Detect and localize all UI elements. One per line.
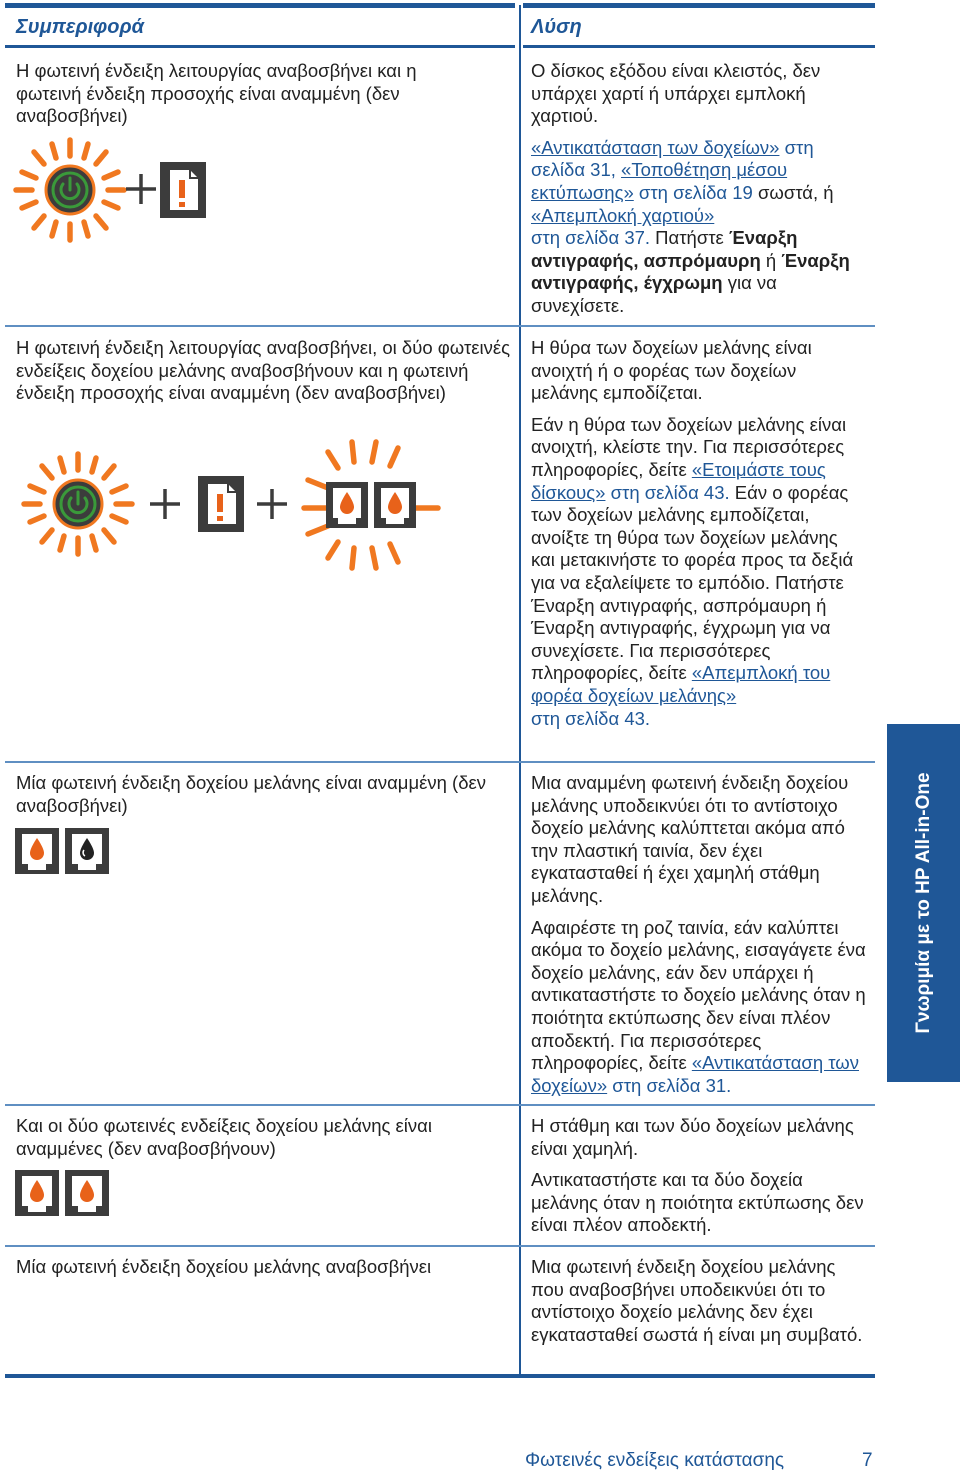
ink-cartridges-blinking-icon (298, 436, 442, 574)
row4-solution-intro: Η στάθμη και των δύο δοχείων μελάνης είναι χαμηλή. (531, 1115, 854, 1159)
row3-solution (531, 772, 871, 1097)
column-header-behavior: Συμπεριφορά (16, 16, 144, 38)
page-ref-31: στη σελίδα 31. (607, 1074, 732, 1096)
row3-solution-intro: Μια αναμμένη φωτεινή ένδειξη δοχείου μελάνης υποδεικνύει ότι το αντίστοιχο δοχείο μελάνης καλύπτεται ακόμα από την πλαστική ταινία, δεν έχει εγκατασταθεί ή έχει χαμηλή στάθμη μελάνης. (531, 772, 849, 906)
header-underline-left (5, 45, 515, 48)
header-rule-left (5, 3, 515, 8)
row3-text-more-info: Για περισσότερες πληροφορίες, δείτε (531, 1029, 762, 1074)
row2-text-close-door: Εάν η θύρα των δοχείων μελάνης είναι ανοιχτή, κλείστε την. (531, 413, 847, 458)
row5-solution (531, 1256, 871, 1346)
column-header-solution: Λύση (531, 16, 582, 38)
row1-text-press: Πατήστε (650, 227, 729, 249)
ink-black-off-icon (65, 828, 109, 874)
row1-behavior-text: Η φωτεινή ένδειξη λειτουργίας αναβοσβήνει και η φωτεινή ένδειξη προσοχής είναι αναμμένη (δεν αναβοσβήνει) (16, 60, 417, 127)
link-load-media[interactable]: «Τοποθέτηση μέσου εκτύπωσης» (531, 159, 788, 203)
row5-behavior-text: Μία φωτεινή ένδειξη δοχείου μελάνης αναβοσβήνει (16, 1256, 432, 1277)
row2-behavior-text: Η φωτεινή ένδειξη λειτουργίας αναβοσβήνει, οι δύο φωτεινές ενδείξεις δοχείου μελάνης αναβοσβήνουν και η φωτεινή ένδειξη προσοχής είναι αναμμένη (δεν αναβοσβήνει) (16, 337, 511, 404)
link-replace-cartridges[interactable]: «Αντικατάσταση των δοχείων» (531, 136, 780, 158)
page-ref-31: στη σελίδα 31, (531, 136, 814, 181)
row-separator (5, 1245, 875, 1247)
footer-page-number: 7 (862, 1450, 873, 1471)
link-replace-cartridges[interactable]: «Αντικατάσταση των δοχείων» (531, 1052, 859, 1096)
row4-behavior-text: Και οι δύο φωτεινές ενδείξεις δοχείου μελάνης είναι αναμμένες (δεν αναβοσβήνουν) (16, 1115, 432, 1159)
button-name-start-copy-color: Έναρξη αντιγραφής, έγχρωμη (531, 249, 850, 294)
row4-solution-instructions: Αντικαταστήστε και τα δύο δοχεία μελάνης όταν η ποιότητα εκτύπωσης δεν είναι πλέον αποδεκτή. (531, 1169, 864, 1236)
row3-text-remove-tape: Αφαιρέστε τη ροζ ταινία, εάν καλύπτει ακόμα το δοχείο μελάνης, εισαγάγετε ένα δοχείο μελάνης, εάν δεν υπάρχει ή αντικαταστήστε το δοχείο μελάνης όταν η ποιότητα εκτύπωσης δεν είναι πλέον αποδεκτή. (531, 916, 866, 1051)
ink-tri-color-on-icon (15, 828, 59, 874)
plus-icon (255, 487, 289, 521)
link-clear-carriage-jam[interactable]: «Απεμπλοκή του φορέα δοχείων μελάνης» (531, 662, 831, 706)
link-clear-paper-jam[interactable]: «Απεμπλοκή χαρτιού» (531, 204, 715, 226)
row5-solution-text: Μια φωτεινή ένδειξη δοχείου μελάνης που αναβοσβήνει υποδεικνύει ότι το αντίστοιχο δοχείο μελάνης δεν έχει εγκατασταθεί σωστά ή είναι μη συμβατό. (531, 1256, 863, 1345)
row2-solution (531, 337, 866, 730)
row1-solution-intro: Ο δίσκος εξόδου είναι κλειστός, δεν υπάρχει χαρτί ή υπάρχει εμπλοκή χαρτιού. (531, 60, 821, 127)
attention-icon (160, 162, 206, 218)
ink-black-on-icon (65, 1170, 109, 1216)
row1-solution-instructions (531, 137, 861, 318)
ink-tri-color-on-icon (15, 1170, 59, 1216)
section-side-tab (887, 724, 960, 1082)
button-name-start-copy-black: Έναρξη αντιγραφής, ασπρόμαυρη (531, 227, 798, 271)
column-divider (519, 5, 521, 1376)
row-separator (5, 1104, 875, 1106)
row2-text-more-info: Για περισσότερες πληροφορίες, δείτε (531, 436, 845, 480)
row4-solution (531, 1115, 866, 1237)
row2-text-more-info-2: Για περισσότερες πληροφορίες, δείτε (531, 639, 771, 684)
page-ref-19: στη σελίδα 19 (633, 181, 753, 203)
table-bottom-rule (5, 1374, 875, 1378)
row2-text-carriage: Εάν ο φορέας των δοχείων μελάνης εμποδίζεται, ανοίξτε τη θύρα των δοχείων μελάνης και μετακινήστε το φορέα προς τα δεξιά για να εξαλείψετε το εμπόδιο. Πατήστε Έναρξη αντιγραφής, ασπρόμαυρη ή Έναρξη αντιγραφής, έγχρωμη για να συνεχίσετε. (531, 481, 854, 661)
row3-solution-instructions (531, 917, 871, 1098)
header-rule-right (523, 3, 875, 8)
row-separator (5, 761, 875, 763)
row1-text-continue: για να συνεχίσετε. (531, 272, 777, 316)
page-ref-37: στη σελίδα 37. (531, 227, 651, 249)
attention-icon (198, 476, 244, 532)
row1-solution (531, 60, 861, 318)
row2-solution-intro: Η θύρα των δοχείων μελάνης είναι ανοιχτή ή ο φορέας των δοχείων μελάνης εμποδίζεται. (531, 337, 812, 404)
header-underline-right (523, 45, 875, 48)
plus-icon (148, 487, 182, 521)
section-side-tab-label: Γνωριμία με το HP All-in-One (912, 772, 934, 1034)
power-blinking-icon (12, 136, 128, 244)
page-ref-43: στη σελίδα 43. (605, 481, 730, 503)
footer-section-title: Φωτεινές ενδείξεις κατάστασης (525, 1450, 785, 1471)
link-prepare-trays[interactable]: «Ετοιμάστε τους δίσκους» (531, 458, 826, 503)
row1-text-correctly: σωστά, ή (752, 181, 834, 203)
power-blinking-icon (20, 450, 136, 558)
row2-solution-instructions (531, 414, 866, 730)
row1-text-or: ή (760, 249, 782, 271)
row3-behavior-text: Μία φωτεινή ένδειξη δοχείου μελάνης είναι αναμμένη (δεν αναβοσβήνει) (16, 772, 487, 816)
plus-icon (124, 172, 158, 206)
page-ref-43: στη σελίδα 43. (531, 707, 651, 729)
row-separator (5, 325, 875, 327)
